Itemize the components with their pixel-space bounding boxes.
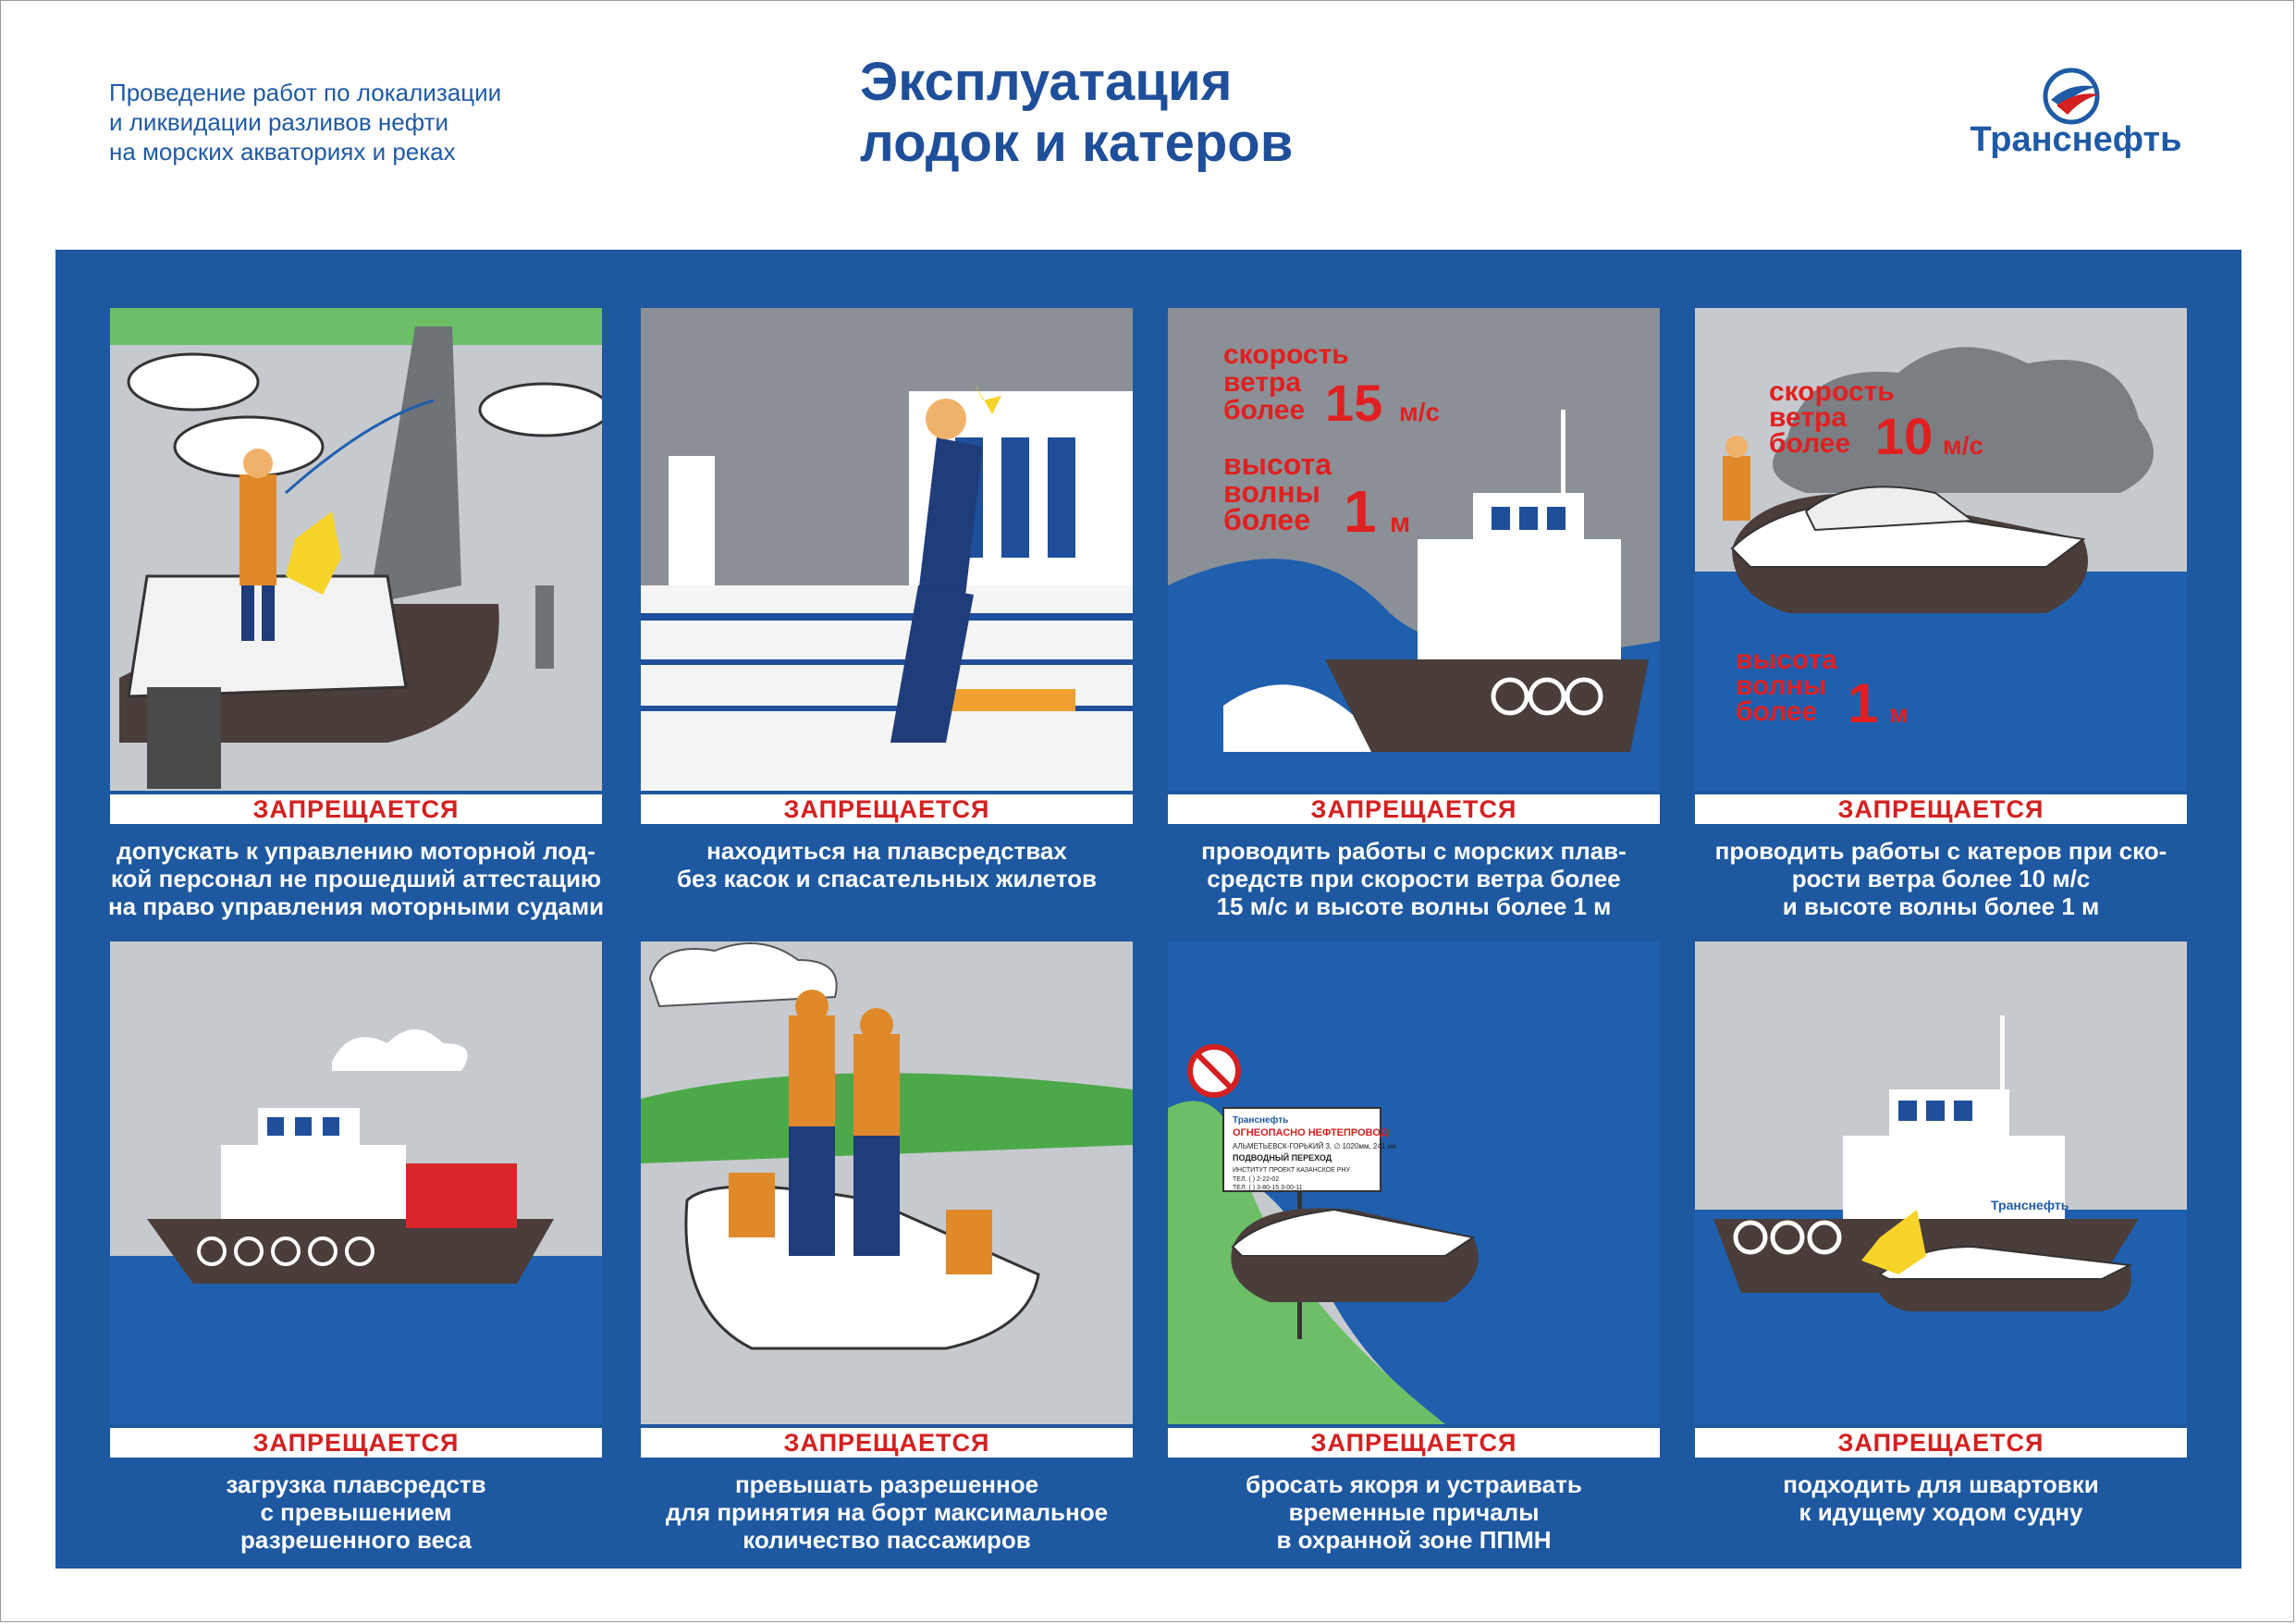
sign-line6: ТЕЛ. ( ) 3-80-15 3-00-11 [1233,1185,1303,1191]
illustration-untrained-operator [110,308,602,791]
wave-value: 1 [1344,478,1377,545]
poster-title: Эксплуатация лодок и катеров [860,52,1294,173]
illustration-anchor-zone [1168,941,1660,1424]
wind-unit: м/с [1943,431,1984,460]
ban-label: ЗАПРЕЩАЕТСЯ [1695,794,2187,824]
wave-unit: м [1390,508,1411,538]
illustration-overload [110,941,602,1424]
illustration-wind-10 [1695,308,2187,791]
ban-label: ЗАПРЕЩАЕТСЯ [110,794,602,824]
rule-caption: проводить работы с катеров при ско- рости ветра более 10 м/с и высоте волны более 1 м [1714,837,2167,920]
hull-logo-text: Транснефть [1991,1198,2069,1212]
illustration-wind-15 [1168,308,1660,791]
transneft-logo [1942,63,2210,165]
poster-subtitle: Проведение работ по локализации и ликвидации разливов нефти на морских акваториях и реках [109,79,502,166]
svg-text:ветра: ветра [1223,367,1302,398]
svg-text:высота: высота [1736,645,1837,675]
ban-label: ЗАПРЕЩАЕТСЯ [641,1428,1133,1458]
illustration-mooring [1695,941,2187,1424]
wind-value: 15 [1325,374,1383,432]
wave-value: 1 [1848,672,1879,734]
ban-label: ЗАПРЕЩАЕТСЯ [1695,1428,2187,1458]
illustration-passengers [641,941,1133,1424]
sign-line5: ТЕЛ. ( ) 2-22-02 [1233,1176,1280,1183]
transneft-logo-icon [1942,63,2210,128]
svg-text:волны: волны [1223,475,1320,509]
svg-text:более: более [1769,428,1851,459]
ban-label: ЗАПРЕЩАЕТСЯ [1168,1428,1660,1458]
rules-panel [55,250,2241,1569]
wave-unit: м [1889,699,1909,728]
logo-text: Транснефть [1970,120,2182,159]
svg-text:волны: волны [1736,671,1827,701]
rule-caption: подходить для швартовки к идущему ходом судну [1783,1470,2099,1526]
sign-line2: АЛЬМЕТЬЕВСК-ГОРЬКИЙ 3, ∅ 1020мм, 241 км [1233,1142,1396,1150]
svg-text:высота: высота [1223,448,1332,481]
svg-text:более: более [1223,503,1311,536]
rule-caption: бросать якоря и устраивать временные причалы в охранной зоне ППМН [1246,1470,1582,1554]
wind-value: 10 [1875,407,1934,465]
svg-text:ветра: ветра [1769,402,1848,433]
svg-text:более: более [1223,395,1306,425]
wind-label-line1: скорость [1223,339,1349,370]
rule-caption: превышать разрешенное для принятия на борт максимальное количество пассажиров [665,1470,1109,1554]
ban-label: ЗАПРЕЩАЕТСЯ [641,794,1133,824]
svg-text:более: более [1736,696,1818,727]
sign-line4: ИНСТИТУТ ПРОЕКТ КАЗАНСКОЕ РНУ [1233,1167,1351,1174]
rule-caption: загрузка плавсредств с превышением разрешенного веса [226,1470,486,1554]
rule-caption: допускать к управлению моторной лод- кой персонал не прошедший аттестацию на право управления моторными судами [107,837,605,920]
rule-caption: проводить работы с морских плав- средств при скорости ветра более 15 м/с и высоте волны более 1 м [1201,837,1627,920]
wind-unit: м/с [1399,398,1441,426]
rule-caption: находиться на плавсредствах без касок и спасательных жилетов [676,837,1098,892]
ban-label: ЗАПРЕЩАЕТСЯ [110,1428,602,1458]
sign-line3: ПОДВОДНЫЙ ПЕРЕХОД [1233,1153,1332,1163]
sign-logo: Транснефть [1233,1115,1289,1126]
ban-label: ЗАПРЕЩАЕТСЯ [1168,794,1660,824]
sign-line1: ОГНЕОПАСНО НЕФТЕПРОВОД! [1233,1127,1392,1138]
illustration-no-helmet [641,308,1133,791]
svg-text:скорость: скорость [1769,376,1895,407]
